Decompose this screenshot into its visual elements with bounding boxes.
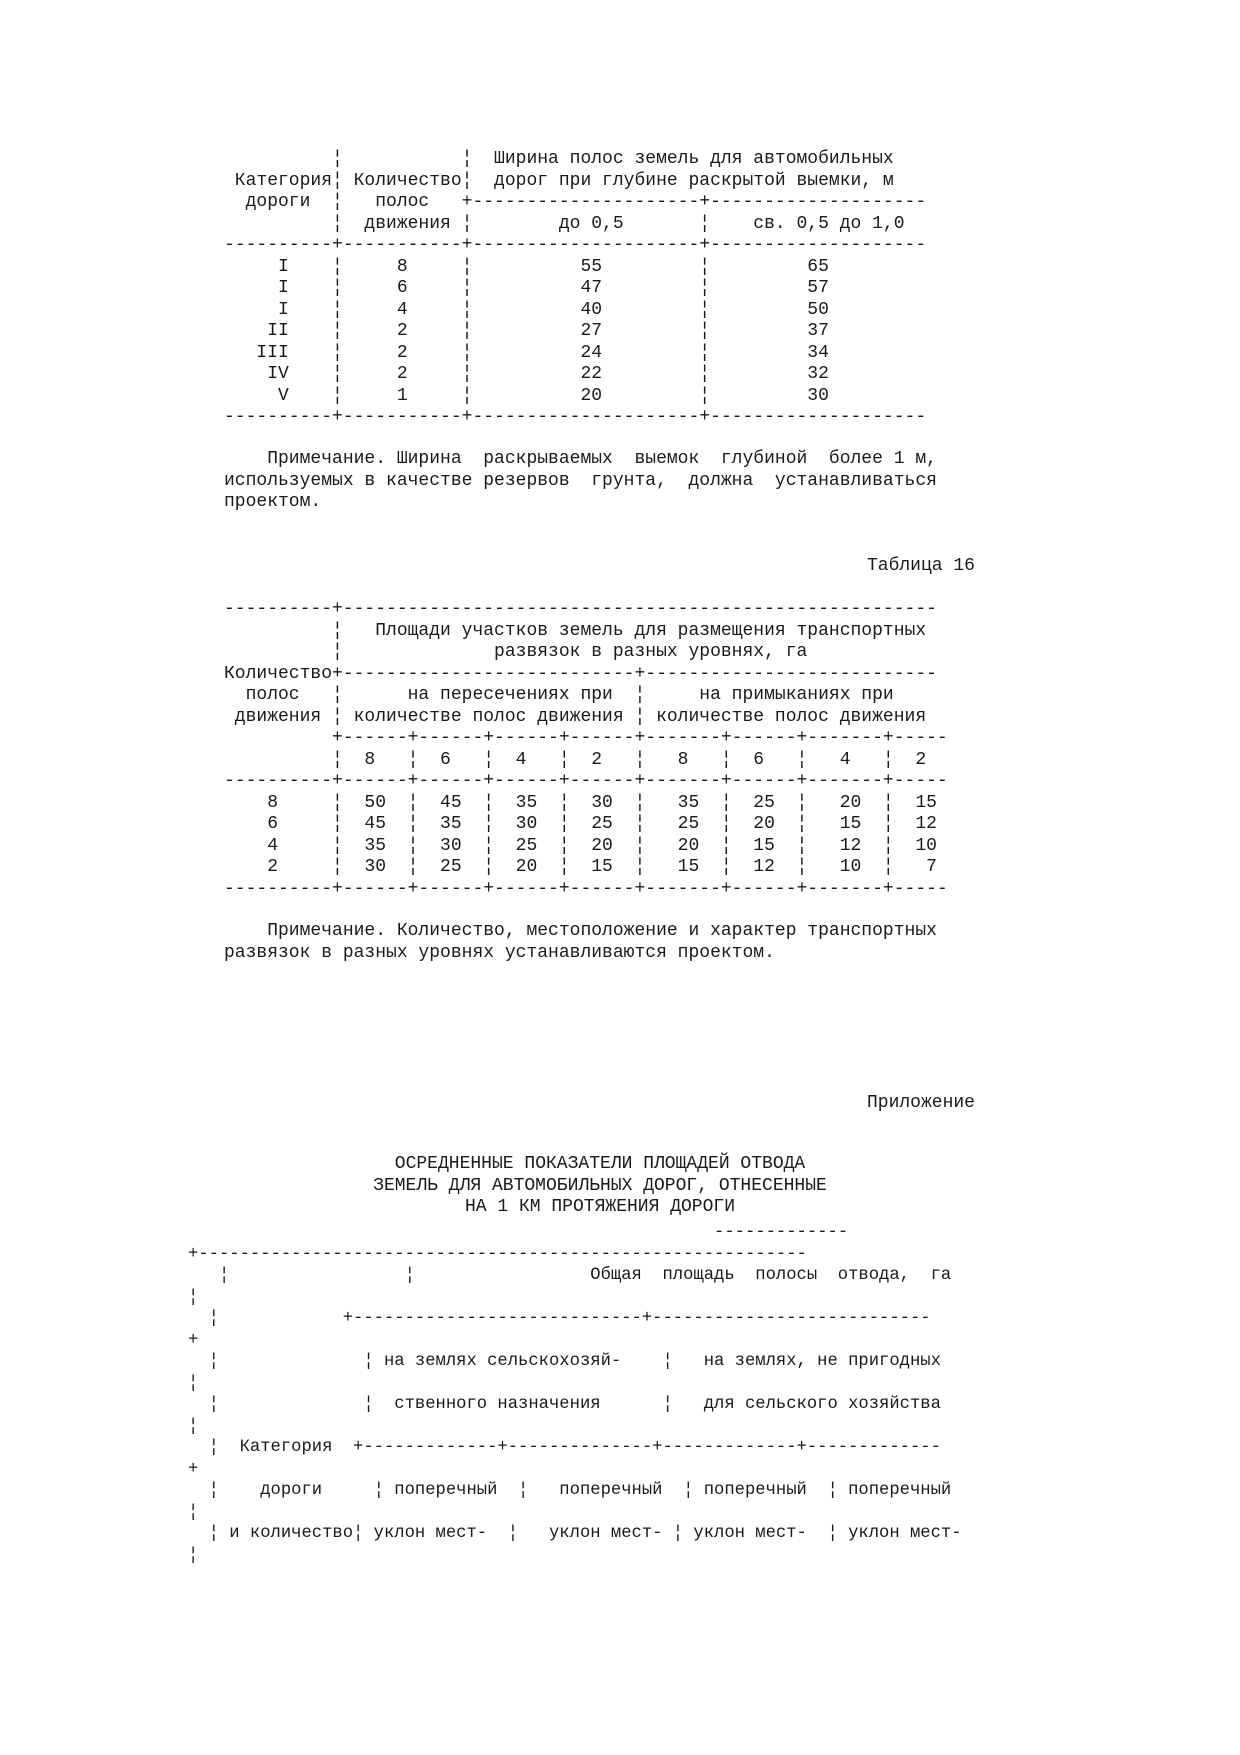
table-16-label: Таблица 16 (866, 556, 975, 576)
table-15-road-categories: ¦ ¦ Ширина полос земель для автомобильных Категория¦ Количество¦ дорог при глубине раскрытой выемки, м дороги ¦ полос +---------------------+-------------------- ¦ движения ¦ до 0,5 ¦ св. 0,5 до 1,0 ----------+-----------+---------------------+-------------------- I ¦ 8 ¦ 55 ¦ 65 I ¦ 6 ¦ 47 ¦ 57 I ¦ 4 ¦ 40 ¦ 50 II ¦ 2 ¦ 27 ¦ 37 III ¦ 2 ¦ 24 ¦ 34 IV ¦ 2 ¦ 22 ¦ 32 V ¦ 1 ¦ 20 ¦ 30 ----------+-----------+---------------------+-------------------- (224, 149, 927, 427)
appendix-table-land-allotment: ------------- +----------------------------------------------------------- ¦ ¦ Общая площадь полосы отвода, га ¦ ¦ +----------------------------+--------------------------- + ¦ ¦ на землях сельскохозяй- ¦ на землях, не пригодных ¦ ¦ ¦ ственного назначения ¦ для сельского хозяйства ¦ ¦ Категория +-------------+--------------+-------------+------------- + ¦ дороги ¦ поперечный ¦ поперечный ¦ поперечный ¦ поперечный ¦ ¦ и количество¦ уклон мест- ¦ уклон мест- ¦ уклон мест- ¦ уклон мест- ¦ (188, 1223, 962, 1565)
note-table-15: Примечание. Ширина раскрываемых выемок глубиной более 1 м, используемых в качестве резервов грунта, должна устанавливаться проектом. (224, 449, 937, 512)
appendix-title: ОСРЕДНЕННЫЕ ПОКАЗАТЕЛИ ПЛОЩАДЕЙ ОТВОДА ЗЕМЕЛЬ ДЛЯ АВТОМОБИЛЬНЫХ ДОРОГ, ОТНЕСЕННЫЕ НА 1 КМ ПРОТЯЖЕНИЯ ДОРОГИ (373, 1154, 827, 1217)
appendix-label: Приложение (866, 1093, 975, 1113)
note-table-16: Примечание. Количество, местоположение и характер транспортных развязок в разных уровнях устанавливаются проектом. (224, 921, 937, 963)
table-16-interchange-areas: ----------+------------------------------------------------------- ¦ Площади участков земель для размещения транспортных ¦ развязок в разных уровнях, га Количество+---------------------------+--------------------------- полос ¦ на пересечениях при ¦ на примыканиях при движения ¦ количестве полос движения ¦ количестве полос движения +------+------+------+------+-------+------+-------+----- ¦ 8 ¦ 6 ¦ 4 ¦ 2 ¦ 8 ¦ 6 ¦ 4 ¦ 2 ----------+------+------+------+------+-------+------+-------+----- 8 ¦ 50 ¦ 45 ¦ 35 ¦ 30 ¦ 35 ¦ 25 ¦ 20 ¦ 15 6 ¦ 45 ¦ 35 ¦ 30 ¦ 25 ¦ 25 ¦ 20 ¦ 15 ¦ 12 4 ¦ 35 ¦ 30 ¦ 25 ¦ 20 ¦ 20 ¦ 15 ¦ 12 ¦ 10 2 ¦ 30 ¦ 25 ¦ 20 ¦ 15 ¦ 15 ¦ 12 ¦ 10 ¦ 7 ----------+------+------+------+------+-------+------+-------+----- (224, 599, 948, 899)
